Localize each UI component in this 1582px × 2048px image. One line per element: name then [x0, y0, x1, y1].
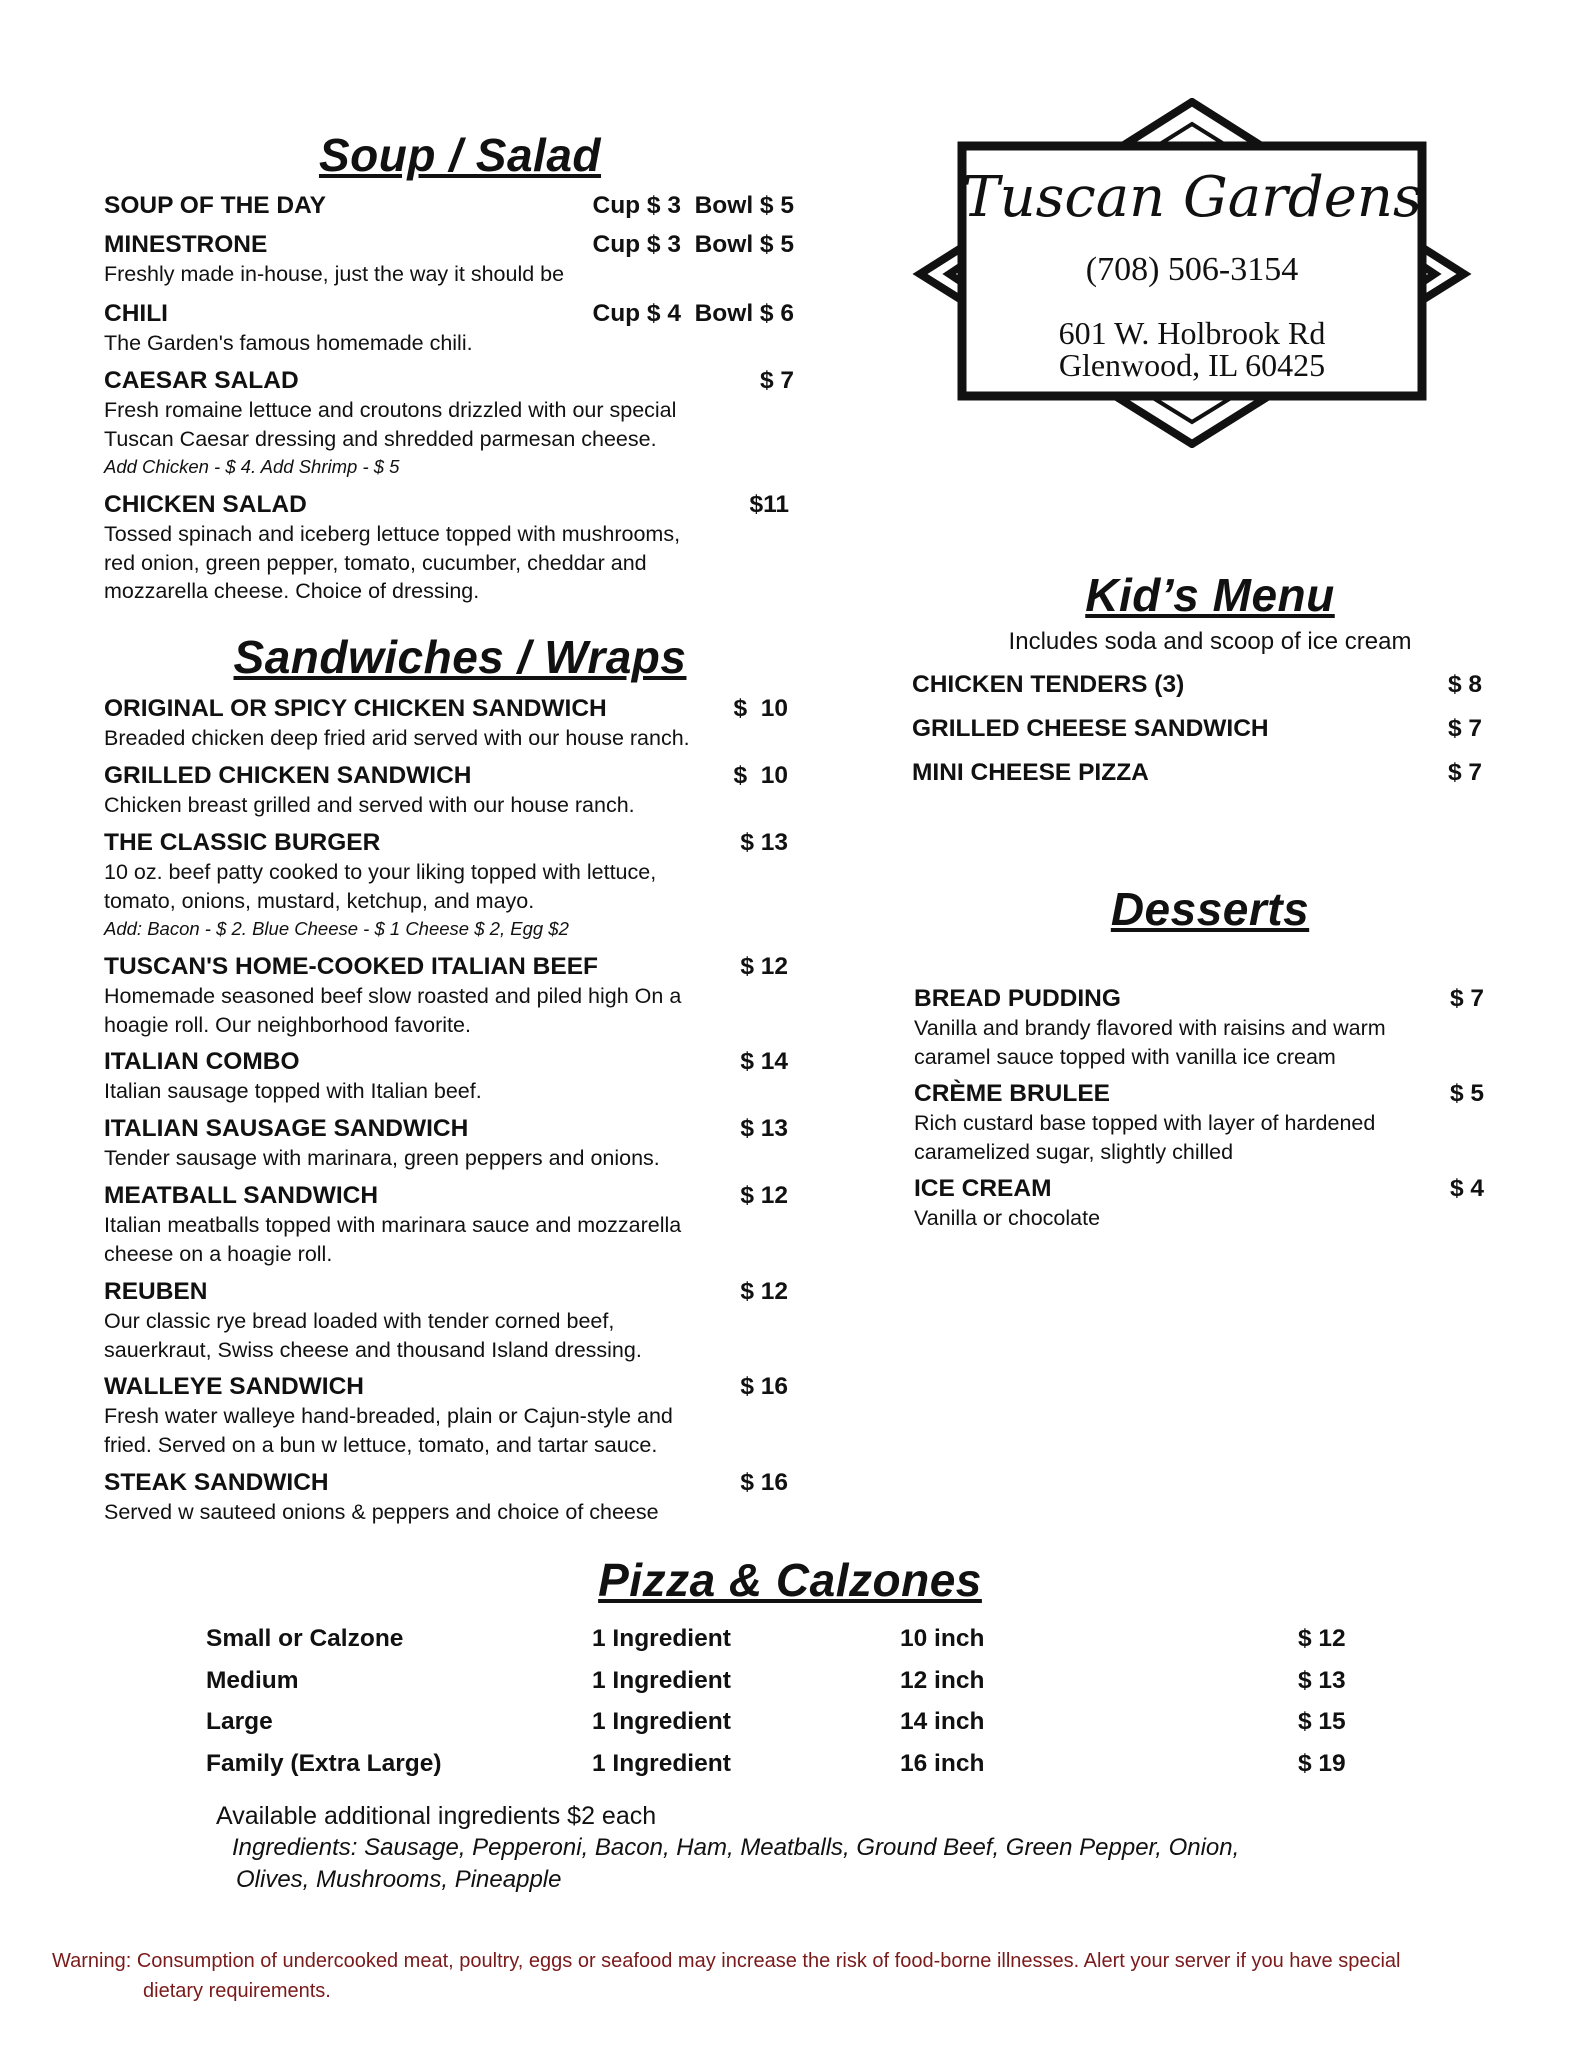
menu-item-steak-sandwich	[104, 1468, 794, 1527]
item-name: WALLEYE SANDWICH	[104, 1373, 364, 1400]
item-name: MINI CHEESE PIZZA	[912, 759, 1149, 786]
item-price: $ 5	[1449, 1080, 1484, 1107]
pizza-price: $ 12	[1298, 1625, 1346, 1652]
logo-address-line1: 601 W. Holbrook Rd	[1058, 315, 1326, 351]
pizza-ingredients-line1: Ingredients: Sausage, Pepperoni, Bacon, Ham, Meatballs, Ground Beef, Green Pepper, Onion,	[232, 1834, 1240, 1861]
item-description: Freshly made in-house, just the way it should be	[104, 262, 565, 286]
pizza-size: Small or Calzone	[206, 1625, 404, 1652]
item-name: TUSCAN'S HOME-COOKED ITALIAN BEEF	[104, 953, 599, 980]
item-name: GRILLED CHICKEN SANDWICH	[104, 762, 472, 789]
item-name: ITALIAN SAUSAGE SANDWICH	[104, 1115, 469, 1142]
pizza-ingredient: 1 Ingredient	[592, 1750, 731, 1777]
menu-item-minestrone	[104, 230, 794, 289]
pizza-title: Pizza & Calzones	[598, 1554, 982, 1606]
pizza-price: $ 19	[1298, 1750, 1346, 1777]
restaurant-logo	[912, 98, 1472, 448]
logo-phone: (708) 506-3154	[1085, 251, 1299, 288]
logo-name: Tuscan Gardens	[962, 165, 1422, 230]
item-name: CAESAR SALAD	[104, 367, 299, 394]
item-name: THE CLASSIC BURGER	[104, 829, 381, 856]
pizza-row-small	[0, 1625, 1582, 1657]
item-addon: Add Chicken - $ 4. Add Shrimp - $ 5	[104, 456, 400, 477]
item-description: Rich custard base topped with layer of hardened caramelized sugar, slightly chilled	[914, 1111, 1376, 1164]
pizza-inches: 16 inch	[900, 1750, 985, 1777]
item-price: $ 14	[740, 1048, 788, 1075]
item-description: Fresh water walleye hand-breaded, plain or Cajun-style and fried. Served on a bun w lettuce, tomato, and tartar sauce.	[104, 1404, 673, 1457]
dessert-item-ice-cream	[914, 1174, 1484, 1233]
item-description: Vanilla or chocolate	[914, 1206, 1101, 1230]
pizza-row-family	[0, 1750, 1582, 1782]
item-description: Fresh romaine lettuce and croutons drizzled with our special Tuscan Caesar dressing and shredded parmesan cheese.	[104, 398, 677, 451]
item-price: $ 16	[740, 1469, 788, 1496]
item-name: STEAK SANDWICH	[104, 1469, 329, 1496]
dessert-item-creme-brulee	[914, 1079, 1484, 1166]
item-name: CHICKEN SALAD	[104, 491, 307, 518]
item-name: CHILI	[104, 300, 168, 327]
pizza-ingredients-line2: Olives, Mushrooms, Pineapple	[236, 1866, 562, 1893]
item-description: Served w sauteed onions & peppers and choice of cheese	[104, 1500, 659, 1524]
menu-item-italian-combo	[104, 1047, 794, 1106]
item-price: $ 7	[1447, 759, 1482, 786]
item-description: Homemade seasoned beef slow roasted and piled high On a hoagie roll. Our neighborhood favorite.	[104, 984, 682, 1037]
menu-item-chili	[104, 299, 794, 358]
pizza-price: $ 13	[1298, 1667, 1346, 1694]
item-price: Cup $ 4 Bowl $ 6	[592, 300, 794, 327]
pizza-row-large	[0, 1708, 1582, 1740]
menu-item-chicken-sandwich	[104, 694, 794, 753]
warning-line1: Warning: Consumption of undercooked meat, poultry, eggs or seafood may increase the risk of food-borne illnesses. Alert your server if you have special	[52, 1950, 1401, 1972]
pizza-inches: 12 inch	[900, 1667, 985, 1694]
pizza-size: Family (Extra Large)	[206, 1750, 442, 1777]
item-name: ITALIAN COMBO	[104, 1048, 300, 1075]
item-description: Chicken breast grilled and served with our house ranch.	[104, 793, 635, 817]
pizza-inches: 14 inch	[900, 1708, 985, 1735]
item-price: Cup $ 3 Bowl $ 5	[592, 231, 794, 258]
pizza-size: Large	[206, 1708, 273, 1735]
item-description: Italian sausage topped with Italian beef.	[104, 1079, 482, 1103]
item-description: Vanilla and brandy flavored with raisins and warm caramel sauce topped with vanilla ice cream	[914, 1016, 1386, 1069]
item-description: Breaded chicken deep fried arid served with our house ranch.	[104, 726, 690, 750]
item-price: $ 7	[759, 367, 794, 394]
item-name: MINESTRONE	[104, 231, 268, 258]
pizza-additional-note: Available additional ingredients $2 each	[216, 1802, 657, 1830]
item-price: $ 4	[1449, 1175, 1484, 1202]
item-price: $ 16	[740, 1373, 788, 1400]
item-name: ICE CREAM	[914, 1175, 1052, 1202]
item-name: REUBEN	[104, 1278, 208, 1305]
item-name: MEATBALL SANDWICH	[104, 1182, 379, 1209]
pizza-row-medium	[0, 1667, 1582, 1699]
soup-salad-title: Soup / Salad	[318, 129, 602, 181]
pizza-inches: 10 inch	[900, 1625, 985, 1652]
kids-item-grilled-cheese	[912, 715, 1482, 743]
menu-item-italian-sausage-sandwich	[104, 1114, 794, 1173]
item-price: $ 10	[733, 695, 788, 722]
item-name: CHICKEN TENDERS (3)	[912, 671, 1185, 698]
item-price: $ 12	[740, 953, 788, 980]
item-name: SOUP OF THE DAY	[104, 192, 326, 219]
menu-item-grilled-chicken-sandwich	[104, 761, 794, 820]
sandwiches-title: Sandwiches / Wraps	[233, 631, 687, 683]
desserts-title: Desserts	[1110, 883, 1310, 935]
warning-line2: dietary requirements.	[143, 1980, 331, 2002]
pizza-ingredient: 1 Ingredient	[592, 1625, 731, 1652]
pizza-size: Medium	[206, 1667, 299, 1694]
dessert-item-bread-pudding	[914, 984, 1484, 1071]
logo-address-line2: Glenwood, IL 60425	[1058, 347, 1326, 383]
item-price: $ 12	[740, 1182, 788, 1209]
item-name: GRILLED CHEESE SANDWICH	[912, 715, 1269, 742]
pizza-ingredient: 1 Ingredient	[592, 1708, 731, 1735]
kids-menu-title: Kid’s Menu	[1085, 569, 1335, 621]
item-description: Tender sausage with marinara, green peppers and onions.	[104, 1146, 660, 1170]
kids-menu-subtitle: Includes soda and scoop of ice cream	[1008, 628, 1412, 655]
pizza-ingredient: 1 Ingredient	[592, 1667, 731, 1694]
item-description: Our classic rye bread loaded with tender corned beef, sauerkraut, Swiss cheese and thousand Island dressing.	[104, 1309, 642, 1362]
item-price: $ 7	[1447, 715, 1482, 742]
menu-item-reuben	[104, 1277, 794, 1364]
item-name: CRÈME BRULEE	[914, 1080, 1111, 1107]
menu-item-chicken-salad	[104, 490, 794, 606]
item-description: The Garden's famous homemade chili.	[104, 331, 473, 355]
menu-item-meatball-sandwich	[104, 1181, 794, 1268]
item-price: $ 10	[733, 762, 788, 789]
item-price: $ 7	[1449, 985, 1484, 1012]
item-price: $ 12	[740, 1278, 788, 1305]
item-addon: Add: Bacon - $ 2. Blue Cheese - $ 1 Cheese $ 2, Egg $2	[104, 918, 569, 939]
item-description: Italian meatballs topped with marinara sauce and mozzarella cheese on a hoagie roll.	[104, 1213, 682, 1266]
item-price: $ 13	[740, 829, 788, 856]
item-name: ORIGINAL OR SPICY CHICKEN SANDWICH	[104, 695, 607, 722]
menu-item-caesar-salad	[104, 366, 794, 480]
allergy-warning	[52, 1946, 1512, 2006]
item-price: $11	[749, 491, 789, 518]
item-description: Tossed spinach and iceberg lettuce topped with mushrooms, red onion, green pepper, tomato, cucumber, cheddar and mozzarella cheese. Choice of dressing.	[104, 522, 681, 603]
menu-item-soup-of-the-day	[104, 191, 794, 221]
item-price: Cup $ 3 Bowl $ 5	[592, 192, 794, 219]
menu-item-italian-beef	[104, 952, 794, 1039]
item-price: $ 13	[740, 1115, 788, 1142]
item-description: 10 oz. beef patty cooked to your liking topped with lettuce, tomato, onions, mustard, ketchup, and mayo.	[104, 860, 657, 913]
menu-item-walleye-sandwich	[104, 1372, 794, 1459]
item-name: BREAD PUDDING	[914, 985, 1121, 1012]
menu-item-classic-burger	[104, 828, 794, 942]
pizza-price: $ 15	[1298, 1708, 1346, 1735]
item-price: $ 8	[1447, 671, 1482, 698]
kids-item-chicken-tenders	[912, 671, 1482, 699]
kids-item-mini-cheese-pizza	[912, 759, 1482, 787]
